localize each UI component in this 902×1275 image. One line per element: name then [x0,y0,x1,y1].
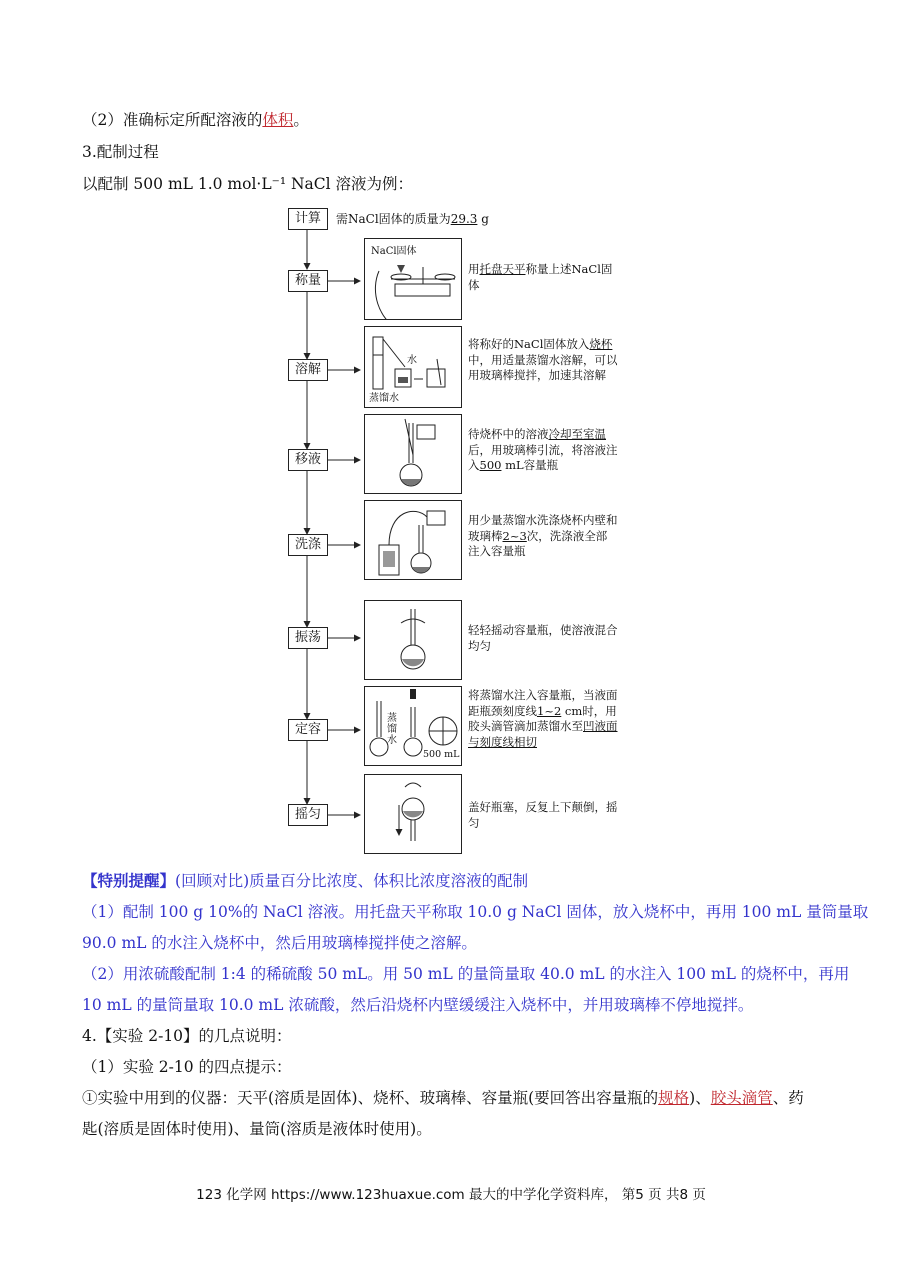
panel-transfer [364,414,462,494]
tip-p2b: 10 mL 的量筒量取 10.0 mL 浓硫酸，然后沿烧杯内壁缓缓注入烧杯中，并用玻璃棒不停地搅拌。 [82,996,754,1014]
panel-invert [364,774,462,854]
wash-illustration [365,501,461,579]
section-4-item1: ①实验中用到的仪器：天平(溶质是固体)、烧杯、玻璃棒、容量瓶(要回答出容量瓶的规格)、胶头滴管、药 [82,1089,804,1107]
highlight-dropper: 胶头滴管 [710,1089,773,1107]
step-shake: 振荡 [288,627,328,649]
step-transfer: 移液 [288,449,328,471]
tip-p1b: 90.0 mL 的水注入烧杯中，然后用玻璃棒搅拌使之溶解。 [82,934,477,952]
panel-dissolve [364,326,462,408]
section-4-item1-cont: 匙(溶质是固体时使用)、量筒(溶质是液体时使用)。 [82,1120,432,1138]
invert-illustration [365,775,461,853]
panel-volume [364,686,462,766]
example-line: 以配制 500 mL 1.0 mol·L⁻¹ NaCl 溶液为例： [82,175,414,193]
calc-value: 29.3 [450,212,478,226]
desc-transfer: 待烧杯中的溶液冷却至室温后，用玻璃棒引流，将溶液注入500 mL容量瓶 [468,427,618,472]
section-3-title: 3.配制过程 [82,143,159,161]
desc-shake: 轻轻摇动容量瓶，使溶液混合均匀 [468,623,618,653]
highlight-spec: 规格 [658,1089,690,1107]
desc-dissolve: 将称好的NaCl固体放入烧杯中，用适量蒸馏水溶解，可以用玻璃棒搅拌，加速其溶解 [468,337,618,382]
tip-subtitle: (回顾对比)质量百分比浓度、体积比浓度溶液的配制 [175,872,529,890]
step-weigh: 称量 [288,270,328,292]
procedure-diagram [282,200,622,860]
tip-p2a: （2）用浓硫酸配制 1:4 的稀硫酸 50 mL。用 50 mL 的量筒量取 40.0 mL 的水注入 100 mL 的烧杯中，再用 [82,965,850,983]
shake-illustration [365,601,461,679]
panel-note-water: 水 [407,355,417,366]
section-4-title: 4.【实验 2-10】的几点说明： [82,1027,292,1045]
panel-note-500ml: 500 mL [423,749,460,760]
panel-weigh [364,238,462,320]
tip-title: 【特别提醒】 [82,871,176,890]
step-wash: 洗涤 [288,534,328,556]
tip-heading [82,871,528,891]
page-footer: 123 化学网 https://www.123huaxue.com 最大的中学化学资料库， 第5 页 共8 页 [196,1187,706,1203]
desc-weigh: 用托盘天平称量上述NaCl固体 [468,262,613,292]
step-invert: 摇匀 [288,804,328,826]
step-calc: 计算 [288,208,328,230]
step-dissolve: 溶解 [288,359,328,381]
desc-volume: 将蒸馏水注入容量瓶，当液面距瓶颈刻度线1~2 cm时，用胶头滴管滴加蒸馏水至凹液面与刻度线相切 [468,688,618,749]
section-4-sub1: （1）实验 2-10 的四点提示： [82,1058,292,1076]
panel-shake [364,600,462,680]
tip-p1a: （1）配制 100 g 10%的 NaCl 溶液。用托盘天平称取 10.0 g NaCl 固体，放入烧杯中，再用 100 mL 量筒量取 [82,903,869,921]
desc-wash: 用少量蒸馏水洗涤烧杯内壁和玻璃棒2~3次，洗涤液全部注入容量瓶 [468,513,618,558]
panel-note-nacl: NaCl固体 [371,246,417,257]
text-line-1 [82,110,309,130]
panel-note-distilled: 蒸馏水 [369,393,399,404]
highlight-volume: 体积 [262,111,294,129]
panel-note-distilled-v: 蒸馏水 [387,713,397,746]
line1-text: （2）准确标定所配溶液的 [82,111,263,129]
desc-invert: 盖好瓶塞，反复上下颠倒，摇匀 [468,800,618,830]
line1-end: 。 [293,111,309,129]
panel-wash [364,500,462,580]
transfer-illustration [365,415,461,493]
calc-text: 需NaCl固体的质量为29.3 g [336,212,489,226]
step-volume: 定容 [288,719,328,741]
